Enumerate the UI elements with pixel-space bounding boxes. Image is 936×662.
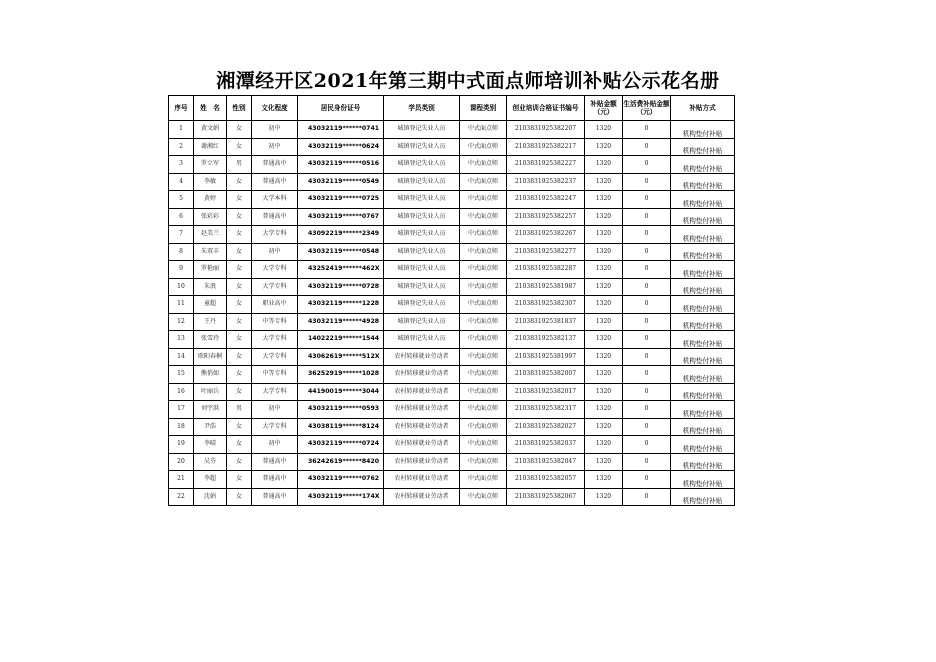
cell-cert: 2103831925382277 xyxy=(507,243,585,261)
cell-education: 初中 xyxy=(252,121,298,139)
cell-category: 农村转移就业劳动者 xyxy=(384,453,460,471)
cell-category: 农村转移就业劳动者 xyxy=(384,401,460,419)
cell-education: 大学专科 xyxy=(252,331,298,349)
cell-gender: 女 xyxy=(227,418,252,436)
col-header-living: 生活费补贴金额（元） xyxy=(623,96,671,121)
cell-course: 中式面点师 xyxy=(460,436,507,454)
cell-subsidy: 1320 xyxy=(585,243,623,261)
cell-method: 机构垫付补贴 xyxy=(671,278,735,296)
cell-living: 0 xyxy=(623,261,671,279)
cell-gender: 女 xyxy=(227,121,252,139)
cell-course: 中式面点师 xyxy=(460,243,507,261)
cell-method: 机构垫付补贴 xyxy=(671,296,735,314)
cell-name: 李超 xyxy=(194,471,227,489)
cell-subsidy: 1320 xyxy=(585,208,623,226)
cell-cert: 2103831925382047 xyxy=(507,453,585,471)
cell-cert: 2103831925382027 xyxy=(507,418,585,436)
cell-cert: 2103831925382007 xyxy=(507,366,585,384)
cell-gender: 女 xyxy=(227,278,252,296)
cell-method: 机构垫付补贴 xyxy=(671,156,735,174)
cell-gender: 女 xyxy=(227,191,252,209)
cell-category: 城镇登记失业人员 xyxy=(384,331,460,349)
cell-subsidy: 1320 xyxy=(585,261,623,279)
cell-seq: 20 xyxy=(169,453,194,471)
cell-course: 中式面点师 xyxy=(460,208,507,226)
cell-category: 农村转移就业劳动者 xyxy=(384,348,460,366)
cell-id: 36252919******1028 xyxy=(298,366,384,384)
cell-name: 李敏 xyxy=(194,173,227,191)
col-header-category: 学员类别 xyxy=(384,96,460,121)
cell-cert: 2103831925382037 xyxy=(507,436,585,454)
cell-seq: 1 xyxy=(169,121,194,139)
cell-living: 0 xyxy=(623,401,671,419)
cell-id: 43092219******2349 xyxy=(298,226,384,244)
cell-course: 中式面点师 xyxy=(460,278,507,296)
cell-category: 城镇登记失业人员 xyxy=(384,208,460,226)
cell-method: 机构垫付补贴 xyxy=(671,191,735,209)
cell-cert: 2103831925382017 xyxy=(507,383,585,401)
cell-method: 机构垫付补贴 xyxy=(671,331,735,349)
cell-gender: 女 xyxy=(227,471,252,489)
cell-seq: 11 xyxy=(169,296,194,314)
table-row xyxy=(169,121,735,139)
col-header-name: 姓 名 xyxy=(194,96,227,121)
cell-name: 李晴 xyxy=(194,436,227,454)
cell-seq: 15 xyxy=(169,366,194,384)
cell-education: 职业高中 xyxy=(252,296,298,314)
cell-course: 中式面点师 xyxy=(460,138,507,156)
cell-cert: 2103831925382067 xyxy=(507,488,585,506)
cell-id: 43038119******8124 xyxy=(298,418,384,436)
cell-subsidy: 1320 xyxy=(585,436,623,454)
cell-living: 0 xyxy=(623,436,671,454)
cell-subsidy: 1320 xyxy=(585,278,623,296)
cell-seq: 17 xyxy=(169,401,194,419)
cell-method: 机构垫付补贴 xyxy=(671,243,735,261)
cell-living: 0 xyxy=(623,156,671,174)
cell-education: 普通高中 xyxy=(252,453,298,471)
cell-living: 0 xyxy=(623,313,671,331)
col-header-education: 文化程度 xyxy=(252,96,298,121)
cell-cert: 2103831925382227 xyxy=(507,156,585,174)
cell-gender: 女 xyxy=(227,138,252,156)
cell-method: 机构垫付补贴 xyxy=(671,208,735,226)
cell-seq: 14 xyxy=(169,348,194,366)
table-row xyxy=(169,418,735,436)
cell-living: 0 xyxy=(623,488,671,506)
cell-gender: 女 xyxy=(227,226,252,244)
table-row xyxy=(169,261,735,279)
cell-cert: 2103831925382257 xyxy=(507,208,585,226)
roster-table xyxy=(168,95,735,506)
cell-seq: 19 xyxy=(169,436,194,454)
cell-id: 43032119******0724 xyxy=(298,436,384,454)
cell-category: 农村转移就业劳动者 xyxy=(384,471,460,489)
cell-course: 中式面点师 xyxy=(460,366,507,384)
cell-education: 大学专科 xyxy=(252,278,298,296)
cell-seq: 10 xyxy=(169,278,194,296)
cell-cert: 2103831925382137 xyxy=(507,331,585,349)
cell-id: 43032119******1228 xyxy=(298,296,384,314)
cell-category: 农村转移就业劳动者 xyxy=(384,383,460,401)
cell-category: 城镇登记失业人员 xyxy=(384,296,460,314)
cell-cert: 2103831925382207 xyxy=(507,121,585,139)
cell-subsidy: 1320 xyxy=(585,226,623,244)
cell-cert: 2103831925382247 xyxy=(507,191,585,209)
cell-course: 中式面点师 xyxy=(460,331,507,349)
cell-id: 43032119******0728 xyxy=(298,278,384,296)
cell-method: 机构垫付补贴 xyxy=(671,138,735,156)
cell-education: 大学专科 xyxy=(252,383,298,401)
cell-category: 城镇登记失业人员 xyxy=(384,138,460,156)
cell-seq: 21 xyxy=(169,471,194,489)
cell-seq: 5 xyxy=(169,191,194,209)
cell-subsidy: 1320 xyxy=(585,366,623,384)
cell-id: 36242619******8420 xyxy=(298,453,384,471)
cell-living: 0 xyxy=(623,191,671,209)
cell-cert: 2103831925381987 xyxy=(507,278,585,296)
cell-education: 初中 xyxy=(252,138,298,156)
cell-category: 城镇登记失业人员 xyxy=(384,173,460,191)
cell-subsidy: 1320 xyxy=(585,331,623,349)
cell-education: 大学本科 xyxy=(252,191,298,209)
cell-course: 中式面点师 xyxy=(460,348,507,366)
cell-cert: 2103831925381997 xyxy=(507,348,585,366)
cell-education: 大学专科 xyxy=(252,348,298,366)
cell-id: 43032119******0741 xyxy=(298,121,384,139)
cell-living: 0 xyxy=(623,453,671,471)
cell-cert: 2103831925381837 xyxy=(507,313,585,331)
cell-education: 初中 xyxy=(252,401,298,419)
table-row xyxy=(169,366,735,384)
cell-category: 城镇登记失业人员 xyxy=(384,121,460,139)
cell-gender: 女 xyxy=(227,208,252,226)
cell-id: 43032119******0516 xyxy=(298,156,384,174)
cell-id: 43032119******0725 xyxy=(298,191,384,209)
cell-living: 0 xyxy=(623,243,671,261)
cell-course: 中式面点师 xyxy=(460,383,507,401)
cell-cert: 2103831925382267 xyxy=(507,226,585,244)
cell-id: 43032119******0624 xyxy=(298,138,384,156)
cell-gender: 女 xyxy=(227,383,252,401)
table-row xyxy=(169,191,735,209)
cell-subsidy: 1320 xyxy=(585,173,623,191)
cell-category: 农村转移就业劳动者 xyxy=(384,418,460,436)
table-row xyxy=(169,436,735,454)
cell-education: 大学专科 xyxy=(252,261,298,279)
cell-id: 43032119******4928 xyxy=(298,313,384,331)
cell-method: 机构垫付补贴 xyxy=(671,418,735,436)
cell-name: 黄文娟 xyxy=(194,121,227,139)
cell-gender: 男 xyxy=(227,156,252,174)
cell-category: 城镇登记失业人员 xyxy=(384,191,460,209)
cell-subsidy: 1320 xyxy=(585,313,623,331)
cell-category: 农村转移就业劳动者 xyxy=(384,366,460,384)
cell-course: 中式面点师 xyxy=(460,121,507,139)
cell-course: 中式面点师 xyxy=(460,471,507,489)
cell-subsidy: 1320 xyxy=(585,156,623,174)
cell-living: 0 xyxy=(623,278,671,296)
cell-living: 0 xyxy=(623,226,671,244)
cell-education: 中等专科 xyxy=(252,313,298,331)
cell-name: 赵美兰 xyxy=(194,226,227,244)
cell-id: 43032119******0548 xyxy=(298,243,384,261)
cell-id: 43032119******174X xyxy=(298,488,384,506)
cell-subsidy: 1320 xyxy=(585,453,623,471)
cell-name: 罗立军 xyxy=(194,156,227,174)
cell-seq: 3 xyxy=(169,156,194,174)
table-row xyxy=(169,488,735,506)
cell-seq: 9 xyxy=(169,261,194,279)
cell-id: 14022219******1544 xyxy=(298,331,384,349)
cell-education: 初中 xyxy=(252,436,298,454)
cell-method: 机构垫付补贴 xyxy=(671,436,735,454)
cell-subsidy: 1320 xyxy=(585,348,623,366)
cell-gender: 女 xyxy=(227,436,252,454)
cell-cert: 2103831925382057 xyxy=(507,471,585,489)
cell-method: 机构垫付补贴 xyxy=(671,401,735,419)
cell-name: 罗艳丽 xyxy=(194,261,227,279)
cell-gender: 女 xyxy=(227,296,252,314)
cell-living: 0 xyxy=(623,296,671,314)
cell-seq: 22 xyxy=(169,488,194,506)
cell-id: 44190019******3044 xyxy=(298,383,384,401)
cell-cert: 2103831925382307 xyxy=(507,296,585,314)
cell-seq: 13 xyxy=(169,331,194,349)
cell-name: 朱双丰 xyxy=(194,243,227,261)
cell-method: 机构垫付补贴 xyxy=(671,348,735,366)
cell-living: 0 xyxy=(623,366,671,384)
cell-living: 0 xyxy=(623,471,671,489)
table-row xyxy=(169,453,735,471)
cell-name: 谢湘红 xyxy=(194,138,227,156)
cell-seq: 16 xyxy=(169,383,194,401)
cell-method: 机构垫付补贴 xyxy=(671,453,735,471)
cell-name: 朱浪 xyxy=(194,278,227,296)
cell-education: 普通高中 xyxy=(252,471,298,489)
table-row xyxy=(169,348,735,366)
cell-education: 大学专科 xyxy=(252,226,298,244)
cell-subsidy: 1320 xyxy=(585,401,623,419)
cell-subsidy: 1320 xyxy=(585,191,623,209)
header-row xyxy=(169,96,735,121)
cell-living: 0 xyxy=(623,348,671,366)
cell-method: 机构垫付补贴 xyxy=(671,226,735,244)
table-row xyxy=(169,156,735,174)
cell-method: 机构垫付补贴 xyxy=(671,471,735,489)
cell-seq: 8 xyxy=(169,243,194,261)
cell-seq: 4 xyxy=(169,173,194,191)
col-header-gender: 性别 xyxy=(227,96,252,121)
col-header-course: 课程类别 xyxy=(460,96,507,121)
cell-living: 0 xyxy=(623,173,671,191)
cell-gender: 女 xyxy=(227,488,252,506)
table-row xyxy=(169,471,735,489)
cell-living: 0 xyxy=(623,138,671,156)
col-header-method: 补贴方式 xyxy=(671,96,735,121)
cell-name: 叶丽兵 xyxy=(194,383,227,401)
cell-course: 中式面点师 xyxy=(460,453,507,471)
cell-course: 中式面点师 xyxy=(460,401,507,419)
cell-method: 机构垫付补贴 xyxy=(671,383,735,401)
cell-method: 机构垫付补贴 xyxy=(671,121,735,139)
cell-name: 王丹 xyxy=(194,313,227,331)
cell-subsidy: 1320 xyxy=(585,296,623,314)
table-row xyxy=(169,243,735,261)
cell-education: 普通高中 xyxy=(252,208,298,226)
cell-name: 沈娟 xyxy=(194,488,227,506)
table-row xyxy=(169,313,735,331)
cell-category: 城镇登记失业人员 xyxy=(384,278,460,296)
cell-gender: 男 xyxy=(227,401,252,419)
table-row xyxy=(169,208,735,226)
cell-gender: 女 xyxy=(227,331,252,349)
cell-course: 中式面点师 xyxy=(460,488,507,506)
cell-living: 0 xyxy=(623,121,671,139)
col-header-id: 居民身份证号 xyxy=(298,96,384,121)
cell-category: 城镇登记失业人员 xyxy=(384,313,460,331)
cell-course: 中式面点师 xyxy=(460,418,507,436)
cell-course: 中式面点师 xyxy=(460,226,507,244)
cell-course: 中式面点师 xyxy=(460,313,507,331)
table-row xyxy=(169,383,735,401)
cell-course: 中式面点师 xyxy=(460,156,507,174)
cell-method: 机构垫付补贴 xyxy=(671,261,735,279)
table-row xyxy=(169,331,735,349)
cell-course: 中式面点师 xyxy=(460,173,507,191)
cell-category: 农村转移就业劳动者 xyxy=(384,488,460,506)
cell-id: 43062619******512X xyxy=(298,348,384,366)
table-row xyxy=(169,173,735,191)
cell-living: 0 xyxy=(623,331,671,349)
cell-education: 中等专科 xyxy=(252,366,298,384)
cell-name: 熊俏如 xyxy=(194,366,227,384)
cell-gender: 女 xyxy=(227,173,252,191)
cell-method: 机构垫付补贴 xyxy=(671,366,735,384)
cell-cert: 2103831925382237 xyxy=(507,173,585,191)
cell-subsidy: 1320 xyxy=(585,121,623,139)
cell-subsidy: 1320 xyxy=(585,471,623,489)
cell-method: 机构垫付补贴 xyxy=(671,173,735,191)
cell-seq: 7 xyxy=(169,226,194,244)
cell-category: 城镇登记失业人员 xyxy=(384,243,460,261)
cell-education: 普通高中 xyxy=(252,173,298,191)
col-header-cert: 创业培训合格证书编号 xyxy=(507,96,585,121)
cell-method: 机构垫付补贴 xyxy=(671,488,735,506)
table-row xyxy=(169,296,735,314)
cell-subsidy: 1320 xyxy=(585,418,623,436)
table-row xyxy=(169,278,735,296)
cell-id: 43252419******462X xyxy=(298,261,384,279)
col-header-subsidy: 补贴金额（元） xyxy=(585,96,623,121)
cell-id: 43032119******0767 xyxy=(298,208,384,226)
table-row xyxy=(169,226,735,244)
cell-gender: 女 xyxy=(227,261,252,279)
cell-id: 43032119******0593 xyxy=(298,401,384,419)
cell-course: 中式面点师 xyxy=(460,296,507,314)
cell-living: 0 xyxy=(623,208,671,226)
document-title: 湘潭经开区2021年第三期中式面点师培训补贴公示花名册 xyxy=(216,70,720,92)
cell-id: 43032119******0762 xyxy=(298,471,384,489)
cell-name: 刘宇洪 xyxy=(194,401,227,419)
cell-name: 童超 xyxy=(194,296,227,314)
cell-gender: 女 xyxy=(227,313,252,331)
cell-cert: 2103831925382287 xyxy=(507,261,585,279)
cell-name: 张雪玲 xyxy=(194,331,227,349)
cell-category: 城镇登记失业人员 xyxy=(384,156,460,174)
cell-name: 黄婷 xyxy=(194,191,227,209)
cell-cert: 2103831925382217 xyxy=(507,138,585,156)
cell-subsidy: 1320 xyxy=(585,138,623,156)
cell-gender: 女 xyxy=(227,453,252,471)
cell-course: 中式面点师 xyxy=(460,191,507,209)
cell-seq: 12 xyxy=(169,313,194,331)
cell-gender: 女 xyxy=(227,366,252,384)
cell-living: 0 xyxy=(623,383,671,401)
cell-name: 欧阳春桐 xyxy=(194,348,227,366)
cell-seq: 2 xyxy=(169,138,194,156)
cell-education: 普通高中 xyxy=(252,488,298,506)
cell-subsidy: 1320 xyxy=(585,383,623,401)
cell-category: 城镇登记失业人员 xyxy=(384,226,460,244)
table-row xyxy=(169,138,735,156)
table-row xyxy=(169,401,735,419)
cell-method: 机构垫付补贴 xyxy=(671,313,735,331)
cell-gender: 女 xyxy=(227,243,252,261)
cell-name: 吴芬 xyxy=(194,453,227,471)
cell-education: 初中 xyxy=(252,243,298,261)
cell-education: 大学专科 xyxy=(252,418,298,436)
cell-course: 中式面点师 xyxy=(460,261,507,279)
cell-subsidy: 1320 xyxy=(585,488,623,506)
cell-name: 张彩彩 xyxy=(194,208,227,226)
cell-category: 城镇登记失业人员 xyxy=(384,261,460,279)
cell-gender: 女 xyxy=(227,348,252,366)
cell-seq: 18 xyxy=(169,418,194,436)
cell-category: 农村转移就业劳动者 xyxy=(384,436,460,454)
cell-name: 尹浩 xyxy=(194,418,227,436)
cell-id: 43032119******0549 xyxy=(298,173,384,191)
cell-cert: 2103831925382317 xyxy=(507,401,585,419)
cell-living: 0 xyxy=(623,418,671,436)
cell-education: 普通高中 xyxy=(252,156,298,174)
col-header-seq: 序号 xyxy=(169,96,194,121)
cell-seq: 6 xyxy=(169,208,194,226)
